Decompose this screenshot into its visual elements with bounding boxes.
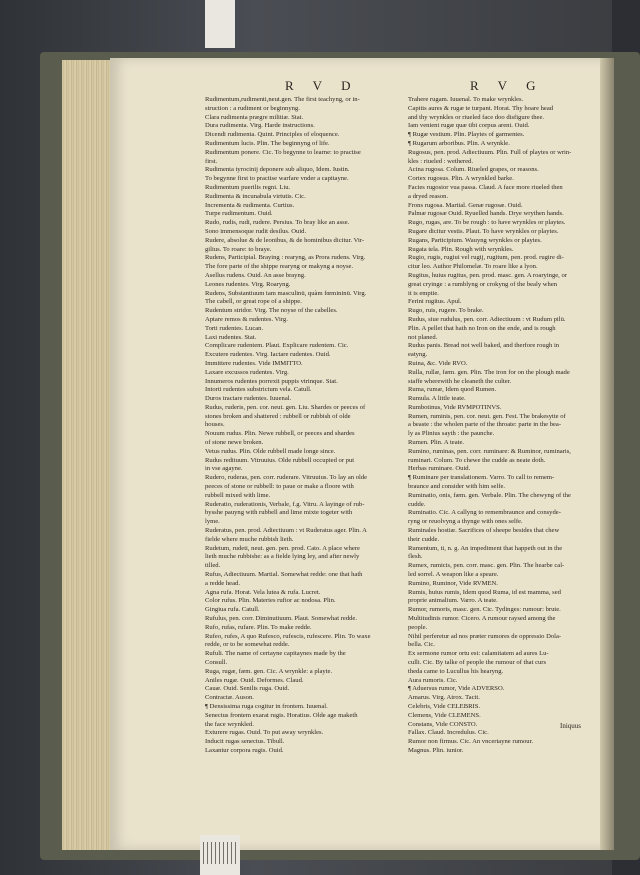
dictionary-line: Amarus. Virg. Atrox. Tacit. bbox=[408, 694, 480, 702]
dictionary-line: Aptare remos & rudentes. Virg. bbox=[205, 315, 288, 323]
dictionary-line: rubbell mixed with lime. bbox=[205, 491, 271, 499]
dictionary-line: Nouum rudus. Plin. Newe rubbell, or peeces and shardes bbox=[205, 430, 355, 438]
dictionary-line: The cabell, or great rope of a shippe. bbox=[205, 298, 302, 306]
dictionary-line: people. bbox=[408, 623, 428, 631]
dictionary-line: Contractæ. Auson. bbox=[205, 694, 254, 702]
dictionary-line: Rumbotinus, Vide RVMPOTINVS. bbox=[408, 403, 502, 411]
dictionary-line: Herbas ruminare. Ouid. bbox=[408, 465, 471, 473]
dictionary-line: ¶ Rugarum arboribus. Plin. A wrynkle. bbox=[408, 139, 510, 147]
dictionary-line: ly as Plinius sayth : the paunche. bbox=[408, 430, 495, 438]
dictionary-line: gilius. To roare: to braye. bbox=[205, 245, 272, 253]
dictionary-line: Rudimenta tyrocinij deponere sub aliquo, Idem. Iustin. bbox=[205, 166, 350, 174]
dictionary-line: Laxare excussos rudentes. Virg. bbox=[205, 368, 289, 376]
dictionary-line: Laxantur corpora rugis. Ouid. bbox=[205, 746, 284, 754]
dictionary-line: bysshe pauyng with rubbell and lime mixte togeter with bbox=[205, 509, 353, 517]
dictionary-line: Celebris, Vide CELEBRIS. bbox=[408, 702, 481, 710]
dictionary-line: not planed. bbox=[408, 333, 438, 341]
dictionary-line: citur leo. Author Philomelæ. To roare like a lyon. bbox=[408, 263, 538, 271]
dictionary-line: Rudimentum puerilis regni. Liu. bbox=[205, 183, 291, 191]
dictionary-line: Exturere rugas. Ouid. To put away wrynkles. bbox=[205, 729, 324, 737]
dictionary-line: Inducit rugas senectus. Tibull. bbox=[205, 738, 285, 746]
dictionary-line: Cortex rugosus. Plin. A wrynkled barke. bbox=[408, 175, 514, 183]
dictionary-line: Fallax. Claud. Incredulus. Cic. bbox=[408, 729, 489, 737]
dictionary-line: Rufo, rufas, rufare. Plin. To make redde. bbox=[205, 623, 312, 631]
dictionary-line: Complicare rudentem. Plaut. Explicare rudentem. Cic. bbox=[205, 342, 349, 350]
dictionary-line: Rufus, Adiectiuum. Martial. Somewhat redde: one that hath bbox=[205, 571, 363, 579]
dictionary-line: Rumino, Ruminor, Vide RVMEN. bbox=[408, 579, 498, 587]
dictionary-line: peeces of stone or rubbell: to paue or make a floore with bbox=[205, 483, 354, 491]
dictionary-line: ¶ Aduersus rumor, Vide ADVERSO. bbox=[408, 685, 505, 693]
dictionary-line: Rumex, rumicis, pen. corr. masc. gen. Plin. The hearbe cal- bbox=[408, 562, 565, 570]
dictionary-line: Rudere, absolue & de leonibus, & de hominibus dicitur. Vir- bbox=[205, 236, 365, 244]
dictionary-line: Frons rugosa. Martial. Genæ rugosæ. Ouid. bbox=[408, 201, 523, 209]
dictionary-line: Rudus redituum. Vitruuius. Olde rubbell occupied or put bbox=[205, 456, 355, 464]
dictionary-line: Gingiua rufa. Catull. bbox=[205, 606, 260, 614]
dictionary-line: a dryed reason. bbox=[408, 192, 449, 200]
dictionary-line: flesh. bbox=[408, 553, 423, 561]
dictionary-line: Ruminatio. Cic. A callyng to remembraunce and consyde- bbox=[408, 509, 561, 517]
dictionary-line: Rulla, rullæ, fæm. gen. Plin. The iron for on the plough made bbox=[408, 368, 570, 376]
dictionary-line: ¶ Ruminare per translationem. Varro. To call to remem- bbox=[408, 474, 555, 482]
dictionary-line: it is emptie. bbox=[408, 289, 439, 297]
dictionary-line: Turpe rudimentum. Ouid. bbox=[205, 210, 273, 218]
dictionary-line: Rugio, rugis, rugiui vel rugij, rugitum, pen. prod. rugire di- bbox=[408, 254, 564, 262]
dictionary-line: the face wrynkled. bbox=[205, 720, 254, 728]
dictionary-line: Rugo, rugas, are. To be rough : to have wrynkles or playtes. bbox=[408, 219, 566, 227]
dictionary-line: Acina rugosa. Colum. Riueled grapes, or reasons. bbox=[408, 166, 539, 174]
dictionary-line: Sono immensoque rudit desilus. Ouid. bbox=[205, 227, 307, 235]
dictionary-line: a redde head. bbox=[205, 579, 240, 587]
dictionary-line: Rudus, ruderis, pen. cor. neut. gen. Liu. Shardes or peeces of bbox=[205, 403, 366, 411]
dictionary-line: fielde where muche rubbish lieth. bbox=[205, 535, 294, 543]
dictionary-line: Incrementa & rudimenta. Curtius. bbox=[205, 201, 295, 209]
dictionary-line: bella. Cic. bbox=[408, 641, 435, 649]
dictionary-line: Rumen, ruminis, pen. cor. neut. gen. Fest. The brakesytte of bbox=[408, 412, 566, 420]
dictionary-line: Rufeo, rufes, A quo Rufesco, rufescis, rufescere. Plin. To waxe bbox=[205, 632, 371, 640]
dictionary-line: Rugosus, pen. prod. Adiectiuum. Plin. Full of playtes or wrin- bbox=[408, 148, 572, 156]
dictionary-line: Iam venient rugæ quæ tibi corpus arent. Ouid. bbox=[408, 122, 530, 130]
dictionary-line: Rudero, ruderas, pen. corr. ruderare. Vitruuius. To lay an olde bbox=[205, 474, 368, 482]
dictionary-line: Color rufus. Plin. Materies rufior ac nodosa. Plin. bbox=[205, 597, 336, 605]
dictionary-line: Cauæ. Ouid. Senilis ruga. Ouid. bbox=[205, 685, 290, 693]
dictionary-line: theda came to Lucullus his hearyng. bbox=[408, 667, 504, 675]
dictionary-line: Immittere rudentes. Vide IMMITTO. bbox=[205, 359, 303, 367]
dictionary-line: Rumula. A little teate. bbox=[408, 395, 466, 403]
dictionary-line: Ruminales hostiæ. Sacrifices of sheepe besides that chew bbox=[408, 527, 560, 535]
dictionary-line: a beaste : the wholen parte of the throate: parte in the bea- bbox=[408, 421, 562, 429]
dictionary-line: Rugitus, huius rugitus, pen. prod. masc. gen. A roaryinge, or bbox=[408, 271, 567, 279]
dictionary-line: eatyng. bbox=[408, 351, 428, 359]
dictionary-line: first. bbox=[205, 157, 218, 165]
ruler-scale-marks bbox=[203, 842, 237, 864]
dictionary-line: Rudetum, rudeti, neut. gen. pen. prod. Cato. A place where bbox=[205, 544, 360, 552]
dictionary-line: Innumeros rudentes porrexit puppis vtrinque. Stat. bbox=[205, 377, 338, 385]
dictionary-line: ryng or reuolvyng a thynge with ones selfe. bbox=[408, 518, 523, 526]
dictionary-line: kles : riueled : wethered. bbox=[408, 157, 473, 165]
dictionary-line: Vetus rudus. Plin. Olde rubbell made longe since. bbox=[205, 447, 336, 455]
dictionary-line: Rudus panis. Bread not well baked, and therfore rough in bbox=[408, 342, 560, 350]
dictionary-line: houses. bbox=[205, 421, 225, 429]
dictionary-line: Multitudinis rumor. Cicero. A rumour raysed among the bbox=[408, 615, 556, 623]
dictionary-line: Excutere rudentes. Virg. Iactare rudentes. Ouid. bbox=[205, 351, 331, 359]
dictionary-line: Aniles rugæ. Ouid. Deformes. Claud. bbox=[205, 676, 304, 684]
dictionary-line: of stone newe broken. bbox=[205, 439, 264, 447]
dictionary-line: Plin. A pellet that hath no Iron on the ende, and is rough bbox=[408, 324, 556, 332]
dictionary-line: Senectus frontem exarat rugis. Horatius. Olde age maketh bbox=[205, 711, 358, 719]
dictionary-line: struction : a rudiment or beginnyng. bbox=[205, 104, 300, 112]
dictionary-line: Ruina, &c. Vide RVO. bbox=[408, 359, 468, 367]
dictionary-line: Duros tractare rudentes. Iuuenal. bbox=[205, 395, 292, 403]
dictionary-line: culli. Cic. By talke of people the rumour of that curs bbox=[408, 659, 547, 666]
dictionary-line: Rudimentum lucis. Plin. The beginnyng of life. bbox=[205, 139, 330, 147]
dictionary-line: Rumentum, ti, n. g. An impediment that happeth out in the bbox=[408, 544, 563, 552]
dictionary-line: To begynne first to practise warfare vnder a capitayne. bbox=[205, 175, 349, 183]
dictionary-line: Rudus, siue rudulus, pen. corr. Adiectiuum : vt Rudum pilū. bbox=[408, 315, 566, 323]
dictionary-line: stones broken and shattered : rubbell or rubbish of olde bbox=[205, 412, 351, 420]
dictionary-line: Rugare dicitur vestis. Plaut. To have wrynkles or playtes. bbox=[408, 227, 559, 235]
dictionary-line: Rudens, Substantiuum tam masculinū, quàm fœmininū. Virg. bbox=[205, 289, 367, 297]
dictionary-line: The fore parte of the shippe rearyng or makyng a noyse. bbox=[205, 263, 354, 271]
dictionary-line: and thy wrynkles or riueled face doo disfigure thee. bbox=[408, 113, 545, 121]
catchword: Iniquus bbox=[560, 722, 581, 730]
dictionary-line: Ferini rugitus. Apul. bbox=[408, 298, 462, 306]
dictionary-line: Rudo, rudis, rudi, rudere. Persius. To bray like an asse. bbox=[205, 219, 350, 227]
dictionary-line: great cryinge : a rumblyng or crokyng of the bealy when bbox=[408, 280, 558, 288]
dictionary-line: Rugans, Participium. Wauyng wrynkles or playtes. bbox=[408, 236, 542, 244]
dictionary-line: Rudens, Participial. Braying : rearyng, as Prora rudens. Virg. bbox=[205, 254, 366, 262]
dictionary-line: Agna rufa. Horat. Vela lutea & rufa. Lucret. bbox=[205, 588, 321, 596]
dictionary-line: Rudimenta & incunabula virtutis. Cic. bbox=[205, 192, 306, 200]
dictionary-line: Ruminatio, onis, fæm. gen. Verbale. Plin. The chewyng of the bbox=[408, 491, 571, 499]
dictionary-line: proprie animalium. Varro. A teate. bbox=[408, 597, 498, 605]
dictionary-line: in vse agayne. bbox=[205, 465, 243, 473]
dictionary-line: Dura rudimenta. Virg. Harde instructions. bbox=[205, 122, 315, 130]
dictionary-line: cudde. bbox=[408, 500, 426, 508]
dictionary-line: Magnus. Plin. iunior. bbox=[408, 746, 464, 754]
dictionary-line: Constans, Vide CONSTO. bbox=[408, 720, 478, 728]
dictionary-line: Aura rumoris. Cic. bbox=[408, 676, 458, 684]
dictionary-line: braunce and consider with him selfe. bbox=[408, 483, 506, 491]
dictionary-line: Rugata tela. Plin. Rough with wrynkles. bbox=[408, 245, 514, 253]
dictionary-line: Asellus rudens. Ouid. An asse brayng. bbox=[205, 271, 306, 279]
dictionary-column-left bbox=[205, 96, 401, 756]
dictionary-line: Intorti rudentes substrictum vela. Catull. bbox=[205, 386, 312, 394]
dictionary-line: staffe wherewith he cleaneth the culter. bbox=[408, 377, 512, 385]
dictionary-line: tilled. bbox=[205, 562, 221, 570]
dictionary-line: Capitis aures & rugæ te turpant. Horat. Thy hoare head bbox=[408, 104, 554, 112]
dictionary-line: Rudentum stridor. Virg. The noyse of the cabelles. bbox=[205, 307, 338, 315]
dictionary-line: Rudimentum ponere. Cic. To begynne to learne: to practise bbox=[205, 148, 361, 156]
running-header-right: R V G bbox=[470, 78, 544, 93]
measuring-ruler-top bbox=[205, 0, 235, 48]
dictionary-line: Clemens, Vide CLEMENS. bbox=[408, 711, 481, 719]
dictionary-line: Laxi rudentes. Stat. bbox=[205, 333, 257, 341]
dictionary-line: led sorrel. A weapon like a speare. bbox=[408, 571, 499, 579]
dictionary-line: Rumor non firmus. Cic. An vncertayne rumour. bbox=[408, 738, 534, 746]
dictionary-line: Ruga, rugæ, fæm. gen. Cic. A wrynkle: a playte. bbox=[205, 667, 333, 675]
dictionary-line: Rugo, ruis, rugere. To brake. bbox=[408, 307, 484, 315]
dictionary-line: Facies rugosior vua passa. Claud. A face more riueled then bbox=[408, 183, 563, 191]
dictionary-line: Rufulus, pen. corr. Diminutiuum. Plaut. Somewhat redde. bbox=[205, 615, 358, 623]
dictionary-line: Nihil perferetur ad nos præter rumores de oppressio Dola- bbox=[408, 632, 562, 640]
dictionary-line: lieth muche rubbishe: as a fielde lying ley, and after newly bbox=[205, 553, 360, 561]
dictionary-line: ¶ Rugæ vestium. Plin. Playtes of garmentes. bbox=[408, 131, 525, 139]
dictionary-column-right bbox=[408, 96, 604, 756]
dictionary-line: redde, or to be somewhat redde. bbox=[205, 641, 290, 649]
running-header-left: R V D bbox=[285, 78, 359, 93]
dictionary-line: Torti rudentes. Lucan. bbox=[205, 324, 264, 332]
dictionary-line: Rudimentum,rudimenti,neut.gen. The first teachyng, or in- bbox=[205, 96, 360, 103]
dictionary-line: Palmæ rugosæ Ouid. Ryuelled hands. Drye wrythen hands. bbox=[408, 210, 564, 218]
dictionary-line: Ex sermone rumor ortu est: calamitatem ad aures Lu- bbox=[408, 650, 549, 658]
dictionary-line: their cudde. bbox=[408, 535, 440, 543]
dictionary-line: Rufuli. The name of certayne capitaynes made by the bbox=[205, 650, 346, 658]
dictionary-line: Dicendi rudimenta. Quint. Principles of eloquence. bbox=[205, 131, 340, 139]
dictionary-line: Ruma, rumæ, Idem quod Rumen. bbox=[408, 386, 497, 394]
dictionary-line: Consull. bbox=[205, 659, 228, 666]
dictionary-line: Leones rudentes. Virg. Roaryng. bbox=[205, 280, 291, 288]
dictionary-line: Rumen. Plin. A teate. bbox=[408, 439, 465, 447]
dictionary-line: ruminari. Colum. To chewe the cudde as neate doth. bbox=[408, 456, 546, 464]
dictionary-line: ¶ Densissima ruga cogitur in frontem. Iuuenal. bbox=[205, 702, 328, 710]
dictionary-line: Rumino, ruminas, pen. corr. ruminare: & Ruminor, ruminaris, bbox=[408, 447, 571, 455]
dictionary-line: Trahere rugam. Iuuenal. To make wrynkles. bbox=[408, 96, 524, 103]
dictionary-line: Clara rudimenta prægre militiæ. Stat. bbox=[205, 113, 304, 121]
dictionary-line: Rumis, huius rumis, Idem quod Ruma, id est mamma, sed bbox=[408, 588, 561, 596]
dictionary-line: Ruderatio, ruderationis, Verbale, f.g. Vitru. A layinge of rub- bbox=[205, 500, 365, 508]
dictionary-line: Rumor, rumoris, masc. gen. Cic. Tydinges: rumour: brute. bbox=[408, 606, 561, 614]
dictionary-line: lyme. bbox=[205, 518, 220, 526]
dictionary-line: Ruderatus, pen. prod. Adiectiuum : vt Ruderatus ager. Plin. A bbox=[205, 527, 367, 535]
